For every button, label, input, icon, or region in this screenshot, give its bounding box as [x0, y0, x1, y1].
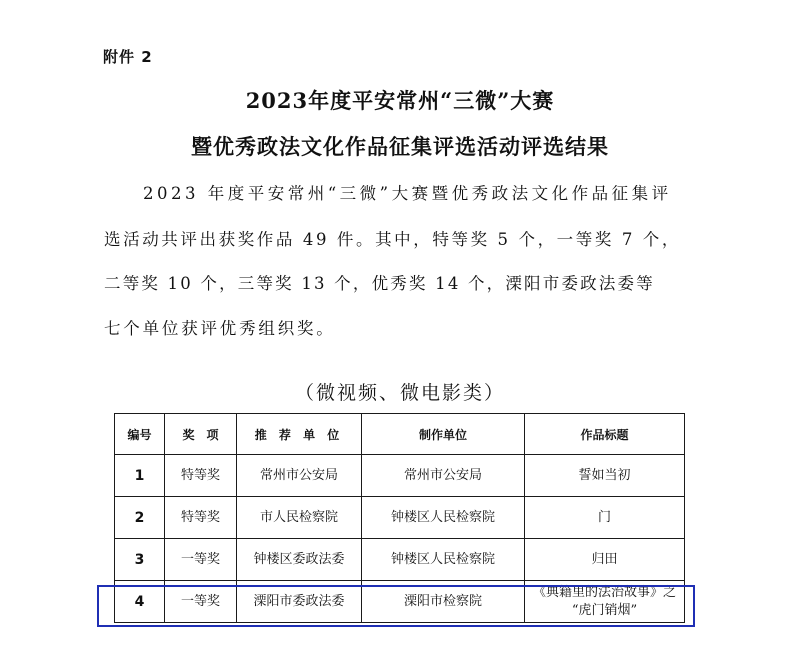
row-producer: 钟楼区人民检察院: [362, 539, 525, 581]
row-work-title: [525, 581, 685, 623]
row-award: 特等奖: [165, 497, 237, 539]
row-number: 3: [115, 539, 165, 581]
row-recommender: 常州市公安局: [237, 455, 362, 497]
row-producer: 溧阳市检察院: [362, 581, 525, 623]
table-row: [115, 497, 685, 539]
attachment-label: 附件 2: [103, 48, 153, 66]
row-work-title: 誓如当初: [525, 455, 685, 497]
row-number: 1: [115, 455, 165, 497]
row-award: 一等奖: [165, 581, 237, 623]
row-recommender: 钟楼区委政法委: [237, 539, 362, 581]
document-title-line-1: 2023年度平安常州“三微”大赛: [245, 88, 555, 113]
row-recommender: 市人民检察院: [237, 497, 362, 539]
row-award: 特等奖: [165, 455, 237, 497]
table-row: [115, 581, 685, 623]
awards-table: [114, 413, 685, 623]
body-paragraph-line-2: 选活动共评出获奖作品 49 件。其中，特等奖 5 个，一等奖 7 个，: [104, 230, 681, 249]
table-header-row: [115, 414, 685, 455]
row-work-title: 门: [525, 497, 685, 539]
row-number: 2: [115, 497, 165, 539]
row-award: 一等奖: [165, 539, 237, 581]
body-paragraph-line-4: 七个单位获评优秀组织奖。: [104, 319, 336, 338]
header-award: 奖 项: [165, 414, 237, 455]
table-row: [115, 539, 685, 581]
header-number: 编号: [115, 414, 165, 455]
row-number: 4: [115, 581, 165, 623]
body-paragraph-line-1: 2023 年度平安常州“三微”大赛暨优秀政法文化作品征集评: [143, 184, 672, 203]
document-title-line-2: 暨优秀政法文化作品征集评选活动评选结果: [191, 134, 609, 159]
header-recommender: 推 荐 单 位: [237, 414, 362, 455]
row-recommender: 溧阳市委政法委: [237, 581, 362, 623]
row-producer: 常州市公安局: [362, 455, 525, 497]
row-work-title-line-1: 《典籍里的法治故事》之: [532, 584, 676, 600]
table-row: [115, 455, 685, 497]
body-paragraph-line-3: 二等奖 10 个，三等奖 13 个，优秀奖 14 个，溧阳市委政法委等: [104, 274, 655, 293]
header-producer: 制作单位: [362, 414, 525, 455]
row-producer: 钟楼区人民检察院: [362, 497, 525, 539]
section-title: （微视频、微电影类）: [294, 382, 505, 404]
row-work-title: 归田: [525, 539, 685, 581]
row-work-title-line-2: “虎门销烟”: [571, 602, 638, 618]
header-work-title: 作品标题: [525, 414, 685, 455]
